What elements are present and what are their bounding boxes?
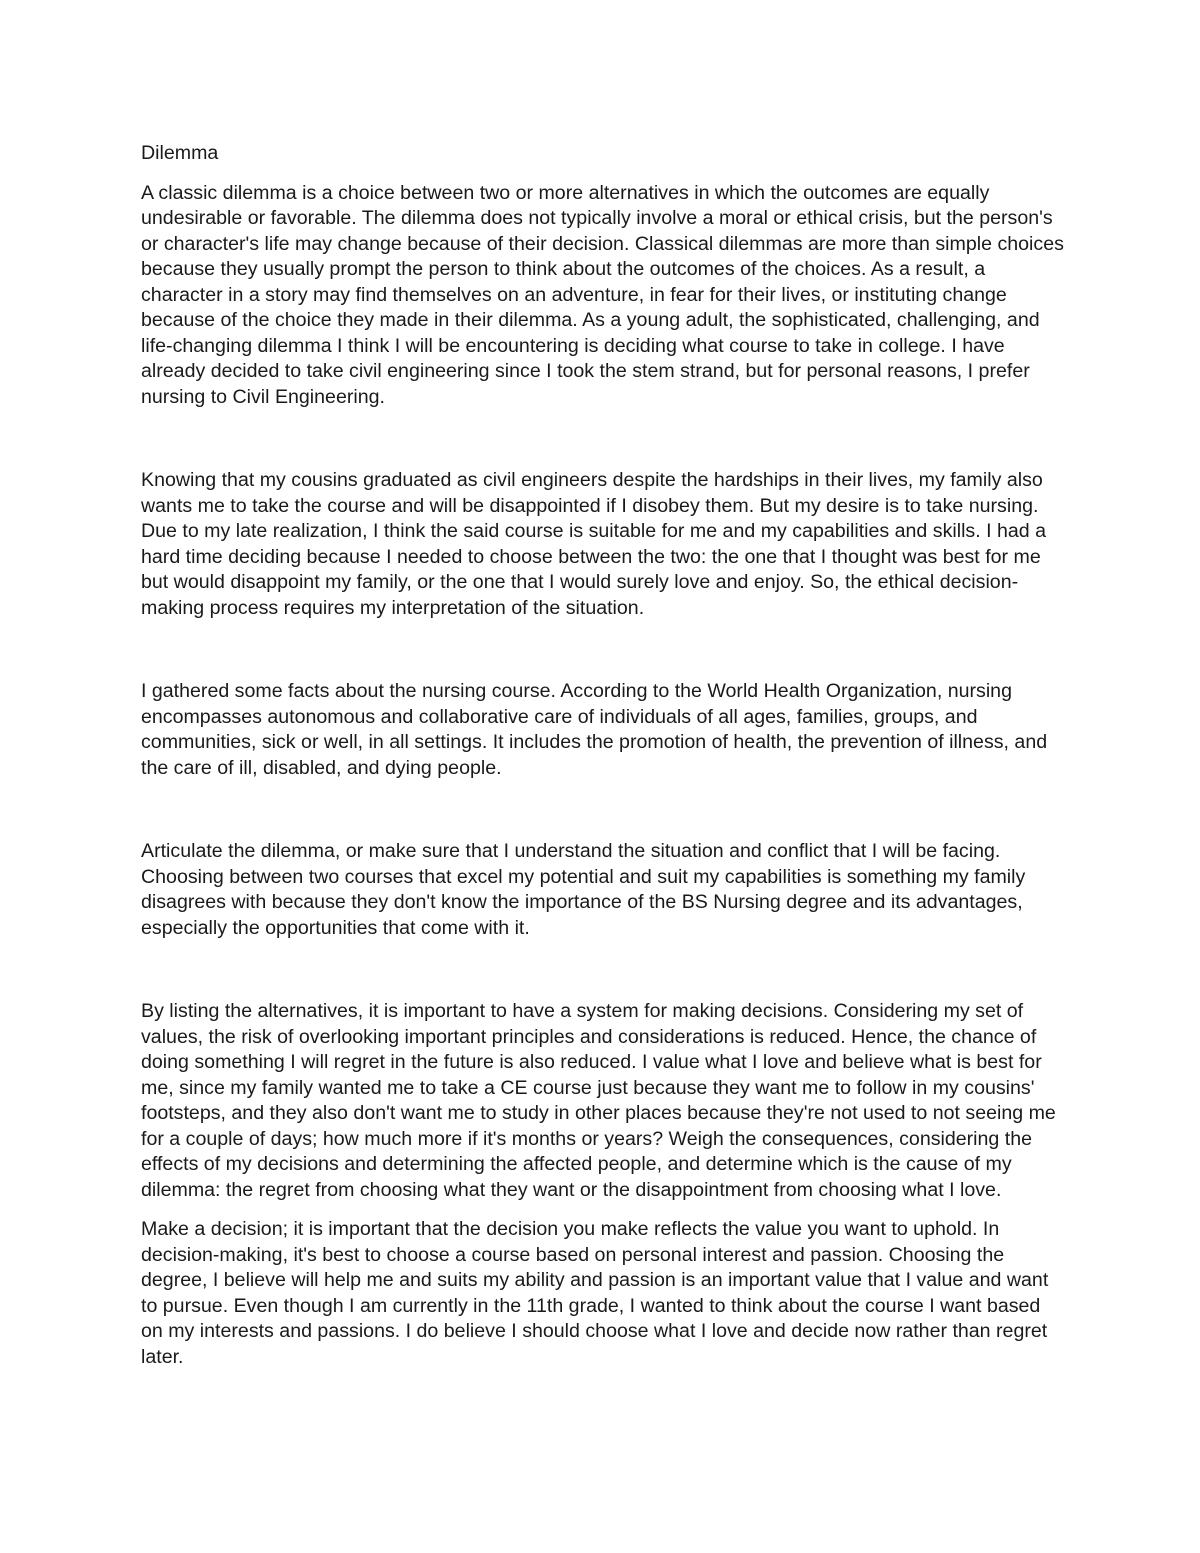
paragraph-definition: A classic dilemma is a choice between two or more alternatives in which the outcomes are equally undesirable or favorable. The dilemma does not typically involve a moral or ethical crisis, but the person's or character's life may change because of their decision. Classical dilemmas are more than simple choices because they usually prompt the person to think about the outcomes of the choices. As a result, a character in a story may find themselves on an adventure, in fear for their lives, or instituting change because of the choice they made in their dilemma. As a young adult, the sophisticated, challenging, and life-changing dilemma I think I will be encountering is deciding what course to take in college. I have already decided to take civil engineering since I took the stem strand, but for personal reasons, I prefer nursing to Civil Engineering. <box>141 181 1064 408</box>
paragraph-make-decision: Make a decision; it is important that the decision you make reflects the value you want to uphold. In decision-making, it's best to choose a course based on personal interest and passion. Choosing the degree, I believe will help me and suits my ability and passion is an important value that I value and want to pursue. Even though I am currently in the 11th grade, I wanted to think about the course I want based on my interests and passions. I do believe I should choose what I love and decide now rather than regret later. <box>141 1218 1049 1368</box>
paragraph-articulate-dilemma: Articulate the dilemma, or make sure that I understand the situation and conflict that I will be facing. Choosing between two courses that excel my potential and suit my capabilities is something my family disagrees with because they don't know the importance of the BS Nursing degree and its advantages, especially the opportunities that come with it. <box>141 840 1026 939</box>
paragraph-family-expectation: Knowing that my cousins graduated as civil engineers despite the hardships in their lives, my family also wants me to take the course and will be disappointed if I disobey them. But my desire is to take nursing. Due to my late realization, I think the said course is suitable for me and my capabilities and skills. I had a hard time deciding because I needed to choose between the two: the one that I thought was best for me but would disappoint my family, or the one that I would surely love and enjoy. So, the ethical decision-making process requires my interpretation of the situation. <box>141 469 1047 619</box>
document-body <box>141 141 1066 1370</box>
paragraph-list-alternatives: By listing the alternatives, it is important to have a system for making decisions. Considering my set of values, the risk of overlooking important principles and considerations is reduced. Hence, the chance of doing something I will regret in the future is also reduced. I value what I love and believe what is best for me, since my family wanted me to take a CE course just because they want me to follow in my cousins' footsteps, and they also don't want me to study in other places because they're not used to not seeing me for a couple of days; how much more if it's months or years? Weigh the consequences, considering the effects of my decisions and determining the affected people, and determine which is the cause of my dilemma: the regret from choosing what they want or the disappointment from choosing what I love. <box>141 1000 1056 1201</box>
document-title: Dilemma <box>141 142 219 164</box>
paragraph-nursing-facts: I gathered some facts about the nursing course. According to the World Health Organization, nursing encompasses autonomous and collaborative care of individuals of all ages, families, groups, and communities, sick or well, in all settings. It includes the promotion of health, the prevention of illness, and the care of ill, disabled, and dying people. <box>141 680 1048 779</box>
